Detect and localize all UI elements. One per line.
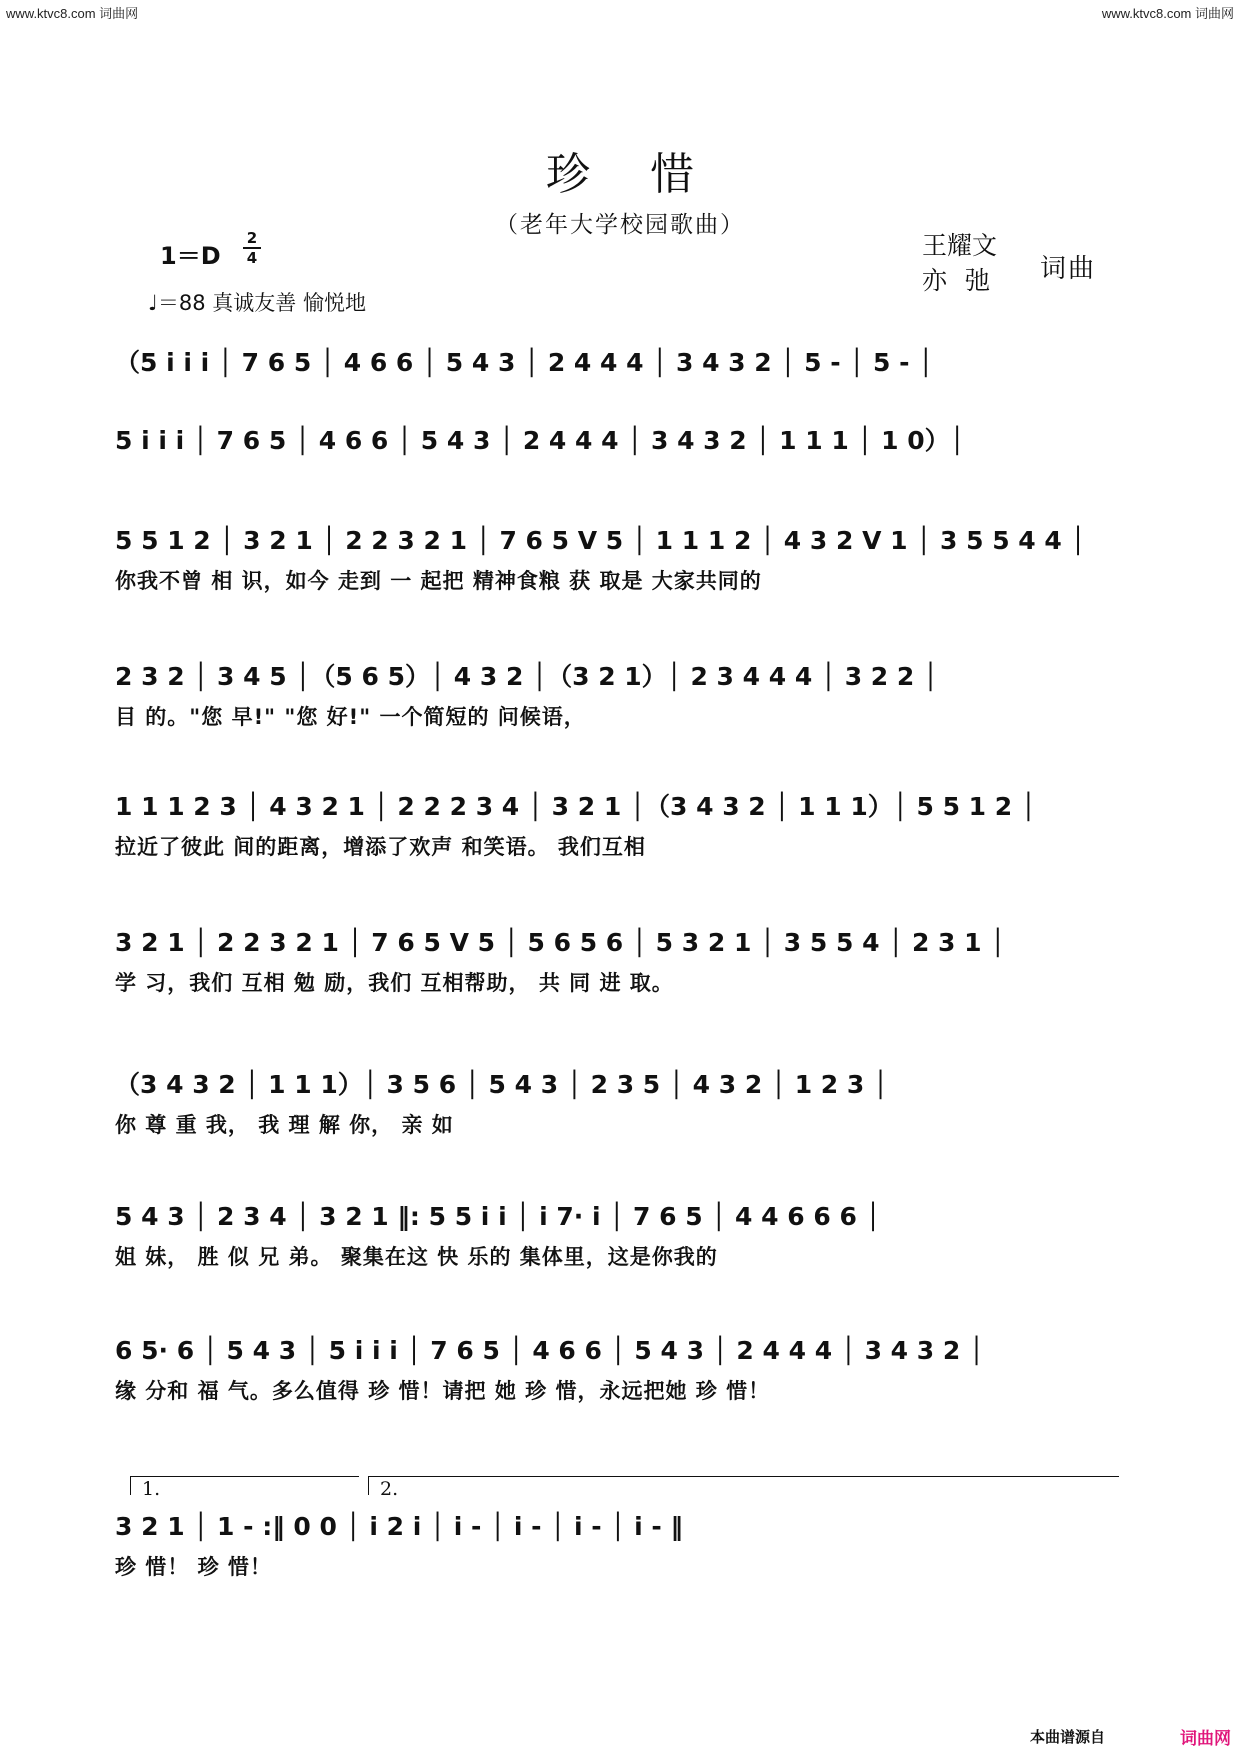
first-ending-label: 1.	[142, 1478, 161, 1500]
second-ending-bracket	[368, 1476, 1119, 1495]
time-signature-top: 2	[246, 229, 258, 247]
notes-line: 1 1 1 2 3 │ 4 3 2 1 │ 2 2 2 3 4 │ 3 2 1 │（3 4 3 2 │ 1 1 1）│ 5 5 1 2 │	[115, 792, 1036, 821]
second-ending-label: 2.	[380, 1478, 399, 1500]
tempo-marking: ♩＝88 真诚友善 愉悦地	[148, 291, 366, 315]
notes-line: 3 2 1 │ 1 - :‖ 0 0 │ i 2 i │ i - │ i - │ i - │ i - ‖	[115, 1512, 683, 1541]
watermark-right: www.ktvc8.com 词曲网	[1101, 6, 1234, 21]
credit-name-1: 王耀文	[922, 231, 998, 260]
notes-line: 5 i i i │ 7 6 5 │ 4 6 6 │ 5 4 3 │ 2 4 4 4 │ 3 4 3 2 │ 1 1 1 │ 1 0）│	[115, 426, 965, 455]
score-row-3	[115, 524, 1120, 593]
lyrics-line: 拉近了彼此 间的距离，增添了欢声 和笑语。 我们互相	[115, 835, 646, 859]
lyrics-line: 姐 妹， 胜 似 兄 弟。 聚集在这 快 乐的 集体里，这是你我的	[115, 1245, 718, 1269]
credit-name-2: 亦弛	[922, 266, 1009, 295]
notes-line: 5 4 3 │ 2 3 4 │ 3 2 1 ‖: 5 5 i i │ i 7· i │ 7 6 5 │ 4 4 6 6 6 │	[115, 1202, 881, 1231]
score-row-6	[115, 926, 1120, 995]
notes-line: （3 4 3 2 │ 1 1 1）│ 3 5 6 │ 5 4 3 │ 2 3 5 │ 4 3 2 │ 1 2 3 │	[115, 1070, 889, 1099]
song-subtitle: （老年大学校园歌曲）	[495, 212, 745, 238]
footer-source: 本曲谱源自	[1030, 1728, 1106, 1746]
key-signature: 1＝D	[160, 242, 221, 270]
score-row-8	[115, 1200, 1120, 1269]
first-ending-bracket	[130, 1476, 359, 1495]
lyrics-line: 你 尊 重 我， 我 理 解 你， 亲 如	[115, 1113, 454, 1137]
lyrics-line: 你我不曾 相 识，如今 走到 一 起把 精神食粮 获 取是 大家共同的	[115, 569, 762, 593]
lyrics-line	[115, 388, 1120, 418]
score-row-4	[115, 660, 1120, 729]
score-row-7	[115, 1068, 1120, 1137]
credits	[922, 228, 1008, 298]
time-signature-bottom: 4	[246, 249, 258, 267]
lyrics-line	[115, 466, 1120, 496]
time-signature	[243, 230, 261, 266]
score-row-10	[115, 1510, 1120, 1579]
notes-line: 2 3 2 │ 3 4 5 │（5 6 5）│ 4 3 2 │（3 2 1）│ 2 3 4 4 4 │ 3 2 2 │	[115, 662, 939, 691]
footer-logo: 词曲网	[1180, 1729, 1231, 1749]
score-row-5	[115, 790, 1120, 859]
score-row-2	[115, 424, 1120, 484]
notes-line: 5 5 1 2 │ 3 2 1 │ 2 2 3 2 1 │ 7 6 5 V 5 │ 1 1 1 2 │ 4 3 2 V 1 │ 3 5 5 4 4 │	[115, 526, 1086, 555]
notes-line: （5 i i i │ 7 6 5 │ 4 6 6 │ 5 4 3 │ 2 4 4 4 │ 3 4 3 2 │ 5 - │ 5 - │	[115, 348, 934, 377]
lyrics-line: 目 的。"您 早!" "您 好!" 一个简短的 问候语，	[115, 705, 586, 729]
score-row-1	[115, 346, 1120, 406]
score-row-9	[115, 1334, 1120, 1403]
notes-line: 3 2 1 │ 2 2 3 2 1 │ 7 6 5 V 5 │ 5 6 5 6 │ 5 3 2 1 │ 3 5 5 4 │ 2 3 1 │	[115, 928, 1006, 957]
song-title: 珍惜	[546, 149, 754, 200]
lyrics-line: 缘 分和 福 气。多么值得 珍 惜！请把 她 珍 惜，永远把她 珍 惜！	[115, 1379, 771, 1403]
credit-role: 词曲	[1040, 254, 1097, 284]
lyrics-line: 学 习，我们 互相 勉 励，我们 互相帮助， 共 同 进 取。	[115, 971, 674, 995]
watermark-left: www.ktvc8.com 词曲网	[6, 6, 139, 21]
notes-line: 6 5· 6 │ 5 4 3 │ 5 i i i │ 7 6 5 │ 4 6 6 │ 5 4 3 │ 2 4 4 4 │ 3 4 3 2 │	[115, 1336, 985, 1365]
lyrics-line: 珍 惜！ 珍 惜！	[115, 1555, 272, 1579]
